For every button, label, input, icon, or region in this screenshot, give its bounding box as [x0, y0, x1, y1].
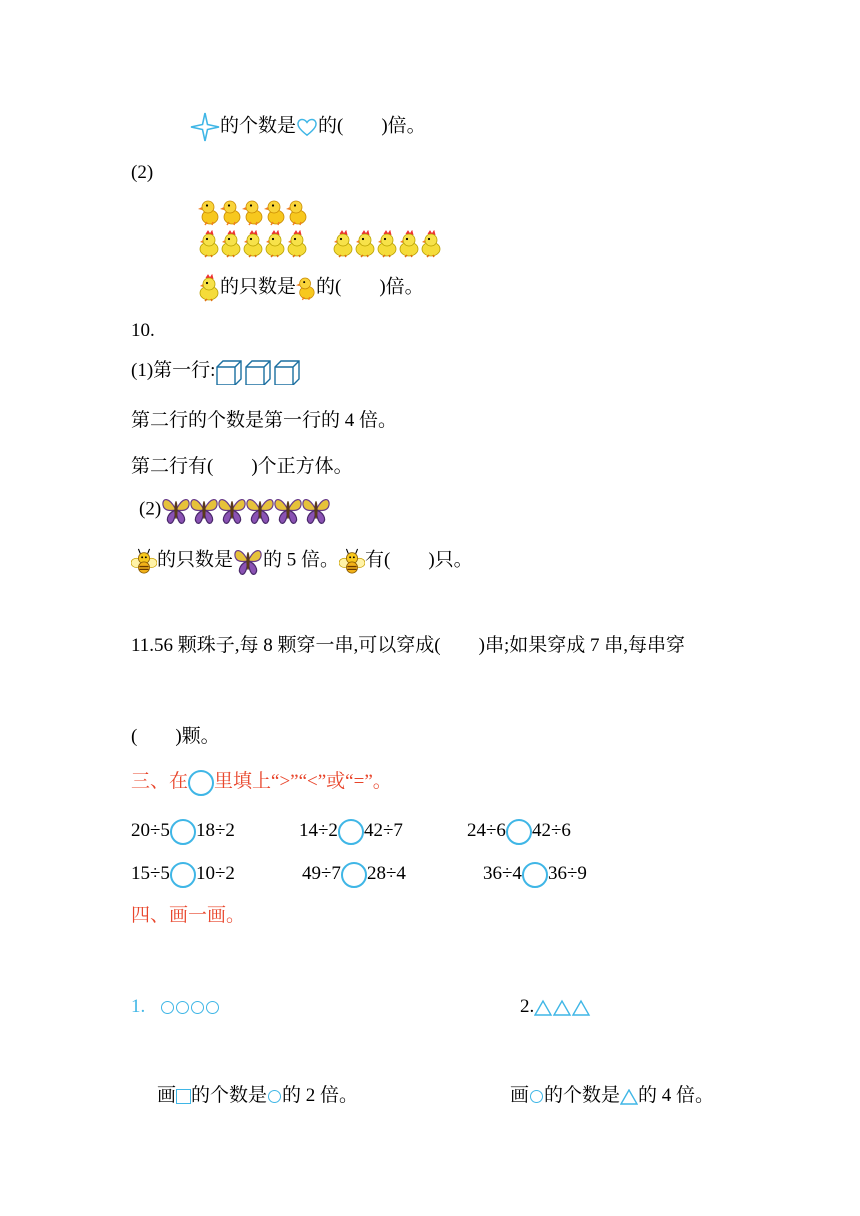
q10-statement: 第二行的个数是第一行的 4 倍。 [131, 410, 398, 431]
compare-item [483, 861, 587, 888]
duck-row [198, 198, 308, 226]
bee-icon [131, 548, 157, 574]
section3-title-b: 里填上“>”“<”或“=”。 [214, 771, 392, 792]
q10-part2-label: (2) [139, 498, 162, 520]
q10-part1-label: (1)第一行: [131, 360, 216, 381]
circle-icon [268, 1090, 281, 1103]
answer-circle[interactable] [338, 819, 364, 845]
chick-icon [264, 230, 286, 258]
problem2-label: 2. [520, 996, 535, 1017]
chick-icon [354, 230, 376, 258]
compare-item [299, 818, 403, 845]
compare-item [467, 818, 571, 845]
draw-problem-2 [520, 994, 592, 1020]
inst2-a: 画 [510, 1085, 530, 1106]
q10-part2-question-line [131, 545, 473, 577]
chick-icon [220, 230, 242, 258]
chick-icon [332, 230, 354, 258]
butterfly-icon [301, 494, 331, 526]
q9-part2-answer-text: 的( )倍。 [316, 276, 424, 298]
answer-circle[interactable] [170, 862, 196, 888]
expr-left: 49÷7 [302, 863, 341, 884]
star-icon [190, 112, 220, 142]
duck-icon [242, 198, 264, 226]
answer-circle[interactable] [522, 862, 548, 888]
q10-number: 10. [131, 320, 155, 341]
q10-question: 第二行有( )个正方体。 [131, 456, 353, 477]
expr-left: 20÷5 [131, 820, 170, 841]
draw-instruction-2 [510, 1083, 714, 1109]
expr-right: 42÷6 [531, 820, 571, 841]
q9-part1-answer-text: 的( )倍。 [318, 115, 426, 137]
answer-circle[interactable] [341, 862, 367, 888]
square-icon [176, 1089, 191, 1104]
expr-left: 15÷5 [131, 863, 170, 884]
inst2-c: 的 4 倍。 [638, 1085, 715, 1106]
compare-item [302, 861, 406, 888]
q9-part1-text: 的个数是 [220, 115, 297, 137]
expr-right: 28÷4 [366, 863, 406, 884]
circle-icon [206, 1001, 219, 1014]
duck-icon [296, 275, 316, 301]
triangle-icon [620, 1089, 638, 1105]
bee-icon [339, 548, 365, 574]
expr-right: 42÷7 [363, 820, 403, 841]
duck-icon [264, 198, 286, 226]
q10-part2-times: 的 5 倍。 [263, 549, 340, 571]
expr-left: 36÷4 [483, 863, 522, 884]
triangles-icon [534, 999, 592, 1017]
butterfly-icon [233, 545, 263, 577]
q10-part1-line [131, 358, 302, 385]
circle-icon [191, 1001, 204, 1014]
compare-item [131, 818, 235, 845]
duck-icon [198, 198, 220, 226]
section4-title: 四、画一画。 [131, 905, 246, 926]
section3-title [131, 769, 392, 796]
duck-icon [220, 198, 242, 226]
section3-title-a: 三、在 [131, 771, 189, 792]
butterfly-icon [273, 494, 303, 526]
q9-part2-line [198, 274, 424, 302]
inst2-b: 的个数是 [544, 1085, 621, 1106]
inst1-c: 的 2 倍。 [282, 1085, 359, 1106]
q9-part2-text: 的只数是 [220, 276, 297, 298]
heart-icon [296, 117, 318, 137]
circle-icon [161, 1001, 174, 1014]
expr-left: 14÷2 [299, 820, 338, 841]
butterfly-icon [189, 494, 219, 526]
chick-icon [198, 230, 220, 258]
chick-icon [286, 230, 308, 258]
expr-right: 18÷2 [195, 820, 235, 841]
inst1-a: 画 [157, 1085, 177, 1106]
butterfly-icon [245, 494, 275, 526]
draw-instruction-1 [157, 1083, 358, 1109]
compare-circle-icon [188, 770, 214, 796]
compare-item [131, 861, 235, 888]
q9-part2-label: (2) [131, 162, 154, 183]
expr-right: 10÷2 [195, 863, 235, 884]
q11-line1: 11.56 颗珠子,每 8 颗穿一串,可以穿成( )串;如果穿成 7 串,每串穿 [131, 635, 685, 656]
q10-part2-text: 的只数是 [157, 549, 234, 571]
circle-icon [176, 1001, 189, 1014]
chick-row [198, 230, 442, 258]
chick-icon [420, 230, 442, 258]
butterfly-icon [217, 494, 247, 526]
cube-icon [244, 359, 272, 385]
inst1-b: 的个数是 [191, 1085, 268, 1106]
circle-icon [530, 1090, 543, 1103]
butterfly-icon [161, 494, 191, 526]
expr-left: 24÷6 [467, 820, 506, 841]
answer-circle[interactable] [506, 819, 532, 845]
chick-icon [242, 230, 264, 258]
q11-line2: ( )颗。 [131, 726, 220, 747]
chick-icon [398, 230, 420, 258]
cube-icon [273, 359, 301, 385]
cube-icon [215, 359, 243, 385]
problem1-label: 1. [131, 996, 146, 1017]
q10-part2-answer-text: 有( )只。 [365, 549, 473, 571]
answer-circle[interactable] [170, 819, 196, 845]
draw-problem-1 [131, 994, 220, 1020]
expr-right: 36÷9 [547, 863, 587, 884]
chick-icon [376, 230, 398, 258]
q10-part2-line [139, 494, 329, 526]
q9-part1-line [190, 112, 426, 142]
duck-icon [286, 198, 308, 226]
chick-icon [198, 274, 220, 302]
